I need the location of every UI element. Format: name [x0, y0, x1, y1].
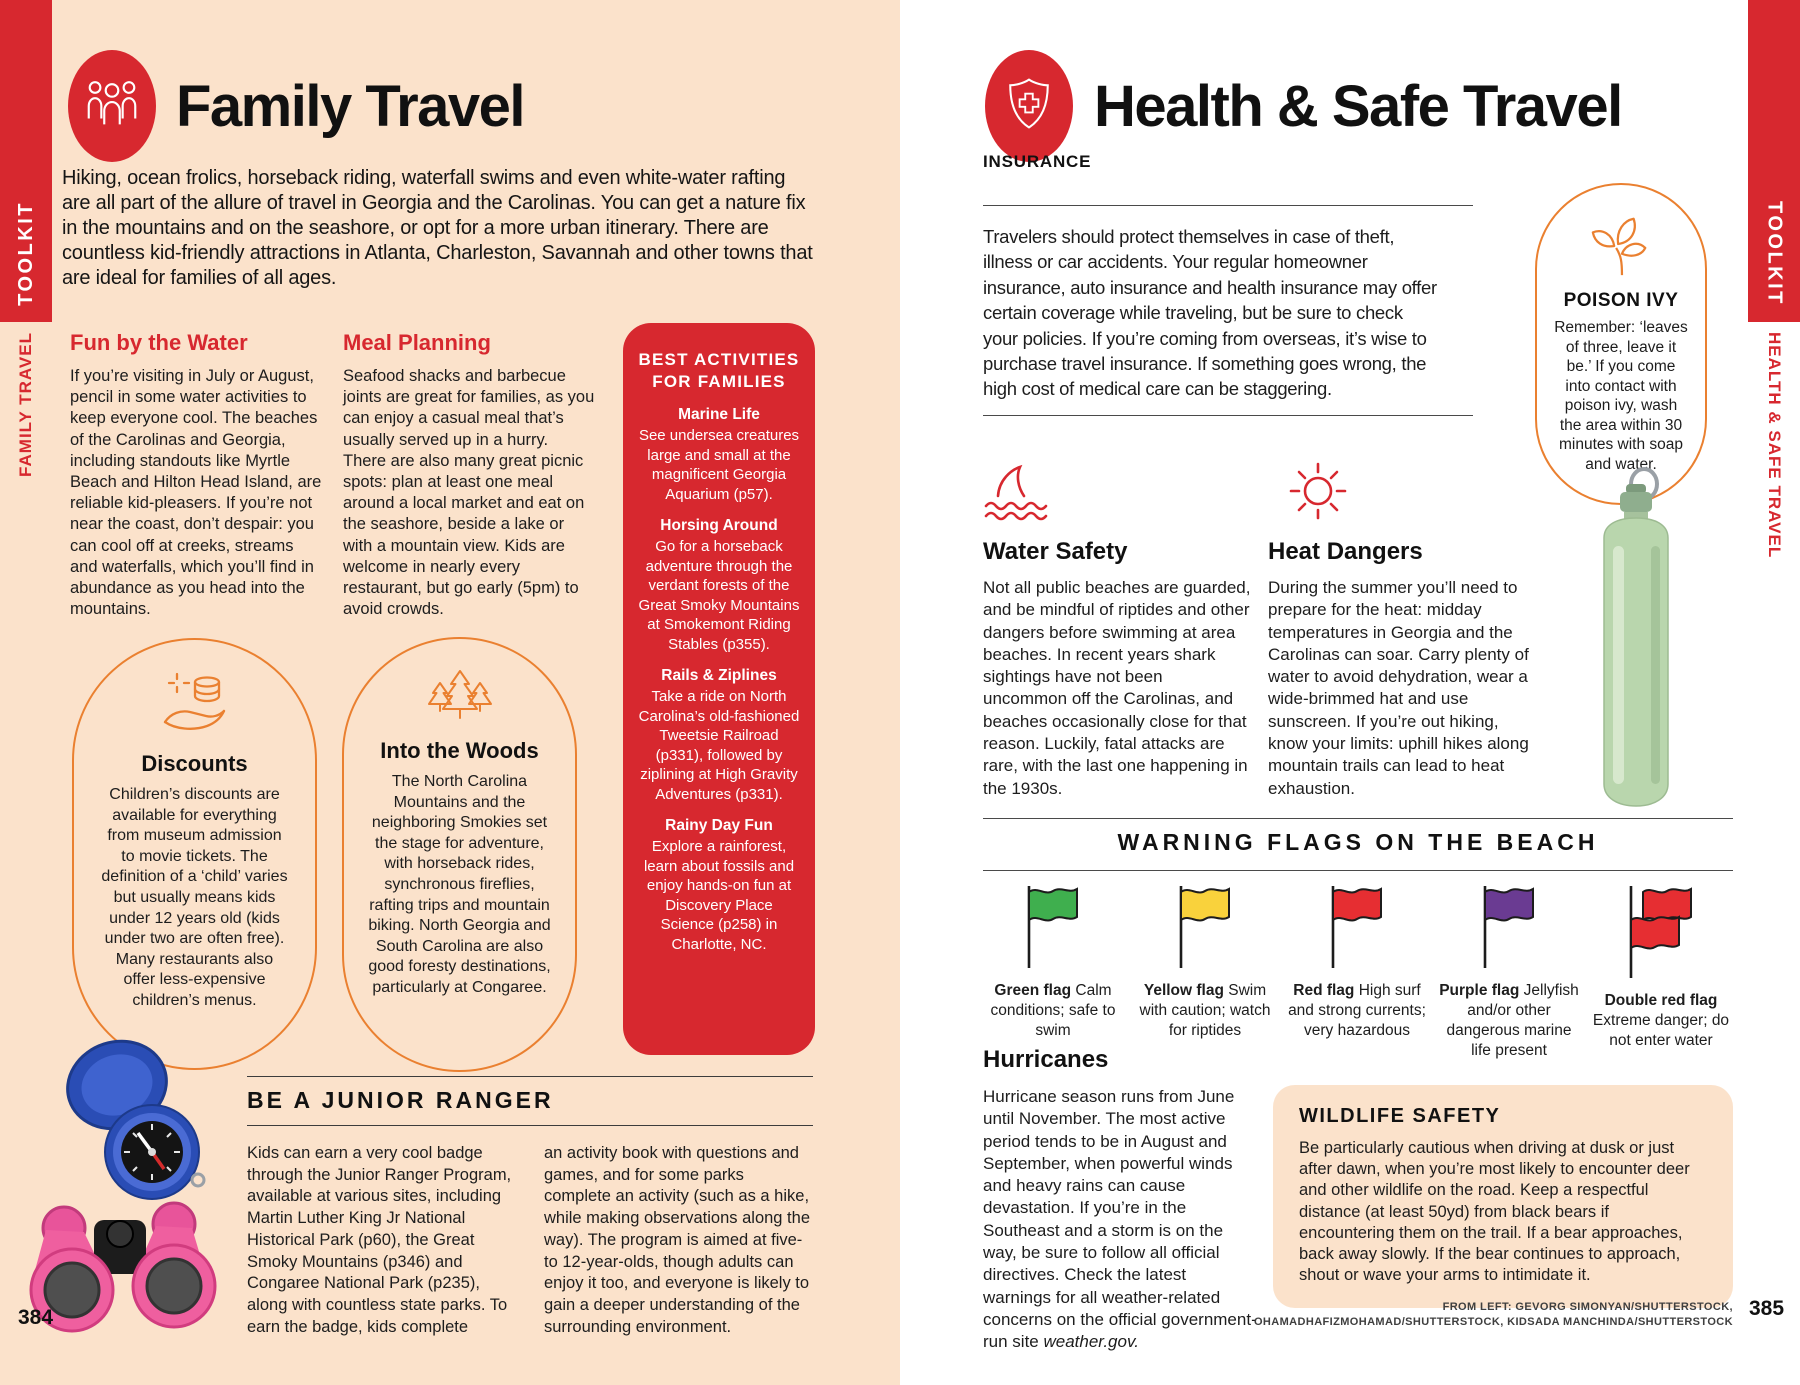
- best-activities-heading: BEST ACTIVITIES FOR FAMILIES: [638, 350, 800, 391]
- flag-red: Red flag High surf and strong currents; very hazardous: [1287, 884, 1427, 1061]
- toolkit-tab-left: [0, 0, 52, 322]
- hurricanes-body: Hurricane season runs from June until November. The most active period tends to be in August and September, when powerful winds and heavy rains can cause devastation. If you’re in the Southeast and a storm is on the way, be sure to follow all official directives. Check the latest warnings for all weather-related concerns on the official government-run site weather.gov.: [983, 1087, 1257, 1352]
- flag-purple: Purple flag Jellyfish and/or other dangerous marine life present: [1439, 884, 1579, 1061]
- activity-title: Marine Life: [678, 406, 760, 423]
- toolkit-tab-right-label: TOOLKIT: [1763, 201, 1786, 306]
- activity-body: See undersea creatures large and small at the magnificent Georgia Aquarium (p57).: [638, 427, 800, 503]
- poison-ivy-leaf-icon: [1588, 266, 1654, 283]
- junior-ranger-heading: BE A JUNIOR RANGER: [247, 1087, 554, 1113]
- activity-title: Rails & Ziplines: [661, 667, 777, 684]
- activity-body: Take a ride on North Carolina’s old-fashioned Tweetsie Railroad (p331), followed by ziplining at High Gravity Adventures (p331).: [638, 688, 800, 803]
- activity-title: Rainy Day Fun: [665, 817, 773, 834]
- photo-credits: FROM LEFT: GEVORG SIMONYAN/SHUTTERSTOCK, OHAMADHAFIZMOHAMAD/SHUTTERSTOCK, KIDSADA MANCHINDA/SHUTTERSTOCK: [1253, 1301, 1733, 1328]
- compass-and-binoculars-photo: [12, 1030, 242, 1345]
- warning-flags-row: [983, 884, 1733, 1061]
- section-fun-by-the-water: [70, 330, 322, 620]
- divider: [983, 870, 1733, 871]
- junior-ranger-col2: an activity book with questions and games, and for some parks complete an activity (such as a hike, while making observations along the way). The program is aimed at five- to 12-year-olds, though adults can enjoy it too, and everyone is likely to gain a deeper understanding of the surrounding environment.: [544, 1144, 810, 1336]
- hurricanes-heading: Hurricanes: [983, 1046, 1109, 1073]
- discounts-body: Children’s discounts are available for everything from museum admission to movie tickets. The definition of a ‘child’ varies but usually means kids under 12 years old (kids under two are often free). Many restaurants also offer less-expensive children’s menus.: [101, 786, 288, 1009]
- divider: [983, 205, 1473, 206]
- water-safety-body: Not all public beaches are guarded, and be mindful of riptides and other dangers before swimming at area beaches. In recent years shark sightings have not been uncommon off the Carolinas, and beaches occasionally close for that reason. Luckily, fatal attacks are rare, with the last one happening in the 1930s.: [983, 578, 1251, 798]
- divider: [983, 415, 1473, 416]
- yellow-flag-icon: [1176, 884, 1234, 975]
- family-travel-badge: [68, 50, 156, 162]
- junior-ranger-section: [247, 1076, 813, 1338]
- activity-body: Explore a rainforest, learn about fossils and enjoy hands-on fun at Discovery Place Science (p258) in Charlotte, NC.: [643, 838, 795, 953]
- meal-planning-body: Seafood shacks and barbecue joints are great for families, as you can enjoy a casual meal that’s usually served up in a hurry. There are also many great picnic spots: plan at least one meal around a local market and eat on the seashore, beside a lake or with a mountain view. Kids are welcome in nearly every restaurant, but go early (5pm) to avoid crowds.: [343, 367, 595, 619]
- side-label-family-travel: FAMILY TRAVEL: [16, 332, 35, 477]
- coins-in-hand-icon: [157, 725, 233, 742]
- flag-double-red: Double red flag Extreme danger; do not enter water: [1591, 884, 1731, 1061]
- warning-flags-heading: WARNING FLAGS ON THE BEACH: [1117, 829, 1599, 855]
- poison-ivy-title: POISON IVY: [1563, 290, 1679, 311]
- weather-gov-site: weather.gov.: [1043, 1332, 1139, 1352]
- activity-body: Go for a horseback adventure through the verdant forests of the Great Smoky Mountains at Smokemont Riding Stables (p355).: [638, 538, 800, 653]
- meal-planning-heading: Meal Planning: [343, 330, 491, 355]
- fun-by-water-heading: Fun by the Water: [70, 330, 248, 355]
- best-activities-sidebar: [623, 323, 815, 1055]
- red-flag-icon: [1328, 884, 1386, 975]
- medical-shield-icon: [999, 74, 1059, 139]
- section-heat-dangers: [1268, 538, 1540, 800]
- toolkit-tab-right: [1748, 0, 1800, 322]
- green-water-bottle-photo: [1580, 466, 1692, 819]
- page-title-right: Health & Safe Travel: [1094, 73, 1622, 139]
- poison-ivy-callout: [1535, 183, 1707, 505]
- activity-title: Horsing Around: [660, 517, 778, 534]
- discounts-callout: [72, 638, 317, 1070]
- toolkit-tab-left-label: TOOLKIT: [14, 201, 37, 306]
- purple-flag-icon: [1480, 884, 1538, 975]
- poison-ivy-body: Remember: ‘leaves of three, leave it be.’ If you come into contact with poison ivy, wash the area within 30 minutes with soap and water.: [1554, 319, 1688, 473]
- family-icon: [81, 73, 143, 140]
- sun-icon: [1283, 456, 1353, 531]
- health-travel-badge: [985, 50, 1073, 162]
- trees-icon: [420, 712, 500, 729]
- into-the-woods-title: Into the Woods: [380, 738, 539, 763]
- divider: [983, 818, 1733, 819]
- insurance-label: INSURANCE: [983, 152, 1092, 171]
- heat-dangers-heading: Heat Dangers: [1268, 538, 1423, 565]
- section-water-safety: [983, 538, 1251, 800]
- wildlife-safety-box: [1273, 1085, 1733, 1308]
- green-flag-icon: [1024, 884, 1082, 975]
- section-meal-planning: [343, 330, 595, 620]
- shark-fin-icon: [980, 460, 1058, 529]
- side-label-health-safe-travel: HEALTH & SAFE TRAVEL: [1765, 332, 1784, 559]
- page-title-left: Family Travel: [176, 73, 525, 139]
- heat-dangers-body: During the summer you’ll need to prepare for the heat: midday temperatures in Georgia and the Carolinas can soar. Carry plenty of water to avoid dehydration, wear a wide-brimmed hat and use sunscreen. If you’re out hiking, know your limits: uphill hikes along mountain trails can lead to heat exhaustion.: [1268, 578, 1529, 798]
- wildlife-safety-heading: WILDLIFE SAFETY: [1299, 1105, 1501, 1127]
- wildlife-safety-body: Be particularly cautious when driving at dusk or just after dawn, when you’re most likely to encounter deer and other wildlife on the road. Keep a respectful distance (at least 50yd) from black bears if encountering them on the trail. If a bear approaches, back away slowly. If the bear continues to approach, shout or wave your arms to intimidate it.: [1299, 1139, 1690, 1285]
- flag-yellow: Yellow flag Swim with caution; watch for riptides: [1135, 884, 1275, 1061]
- junior-ranger-col1: Kids can earn a very cool badge through the Junior Ranger Program, available at various sites, including Martin Luther King Jr National Historical Park (p60), the Great Smoky Mountains (p346) and Congaree National Park (p235), along with countless state parks. To earn the badge, kids complete: [247, 1144, 512, 1336]
- family-travel-intro: Hiking, ocean frolics, horseback riding, waterfall swims and even white-water rafting are all part of the allure of travel in Georgia and the Carolinas. You can get a nature fix in the mountains and on the seashore, or opt for a more urban itinerary. There are countless kid-friendly attractions in Atlanta, Charleston, Savannah and other towns that are ideal for families of all ages.: [62, 167, 813, 289]
- into-the-woods-callout: [342, 637, 577, 1072]
- page-number-left: 384: [18, 1306, 54, 1329]
- fun-by-water-body: If you’re visiting in July or August, pencil in some water activities to keep everyone cool. The beaches of the Carolinas and Georgia, including standouts like Myrtle Beach and Hilton Head Island, are reliable kid-pleasers. If you’re not near the coast, don’t despair: you can cool off at creeks, streams and waterfalls, which you’ll find in abundance as you head into the mountains.: [70, 367, 322, 619]
- flag-green: Green flag Calm conditions; safe to swim: [983, 884, 1123, 1061]
- water-safety-heading: Water Safety: [983, 538, 1128, 565]
- into-the-woods-body: The North Carolina Mountains and the neighboring Smokies set the stage for adventure, with horseback rides, synchronous fireflies, rafting trips and mountain biking. North Georgia and South Carolina are also good foresty destinations, particularly at Congaree.: [368, 773, 551, 996]
- page-number-right: 385: [1749, 1297, 1785, 1320]
- double-red-flag-icon: [1626, 884, 1696, 985]
- discounts-title: Discounts: [141, 751, 248, 776]
- insurance-body: Travelers should protect themselves in case of theft, illness or car accidents. Your regular homeowner insurance, auto insurance and health insurance may offer certain coverage while traveling, but be sure to check your policies. If you’re coming from overseas, it’s wise to purchase travel insurance. If something goes wrong, the high cost of medical care can be staggering.: [983, 226, 1437, 400]
